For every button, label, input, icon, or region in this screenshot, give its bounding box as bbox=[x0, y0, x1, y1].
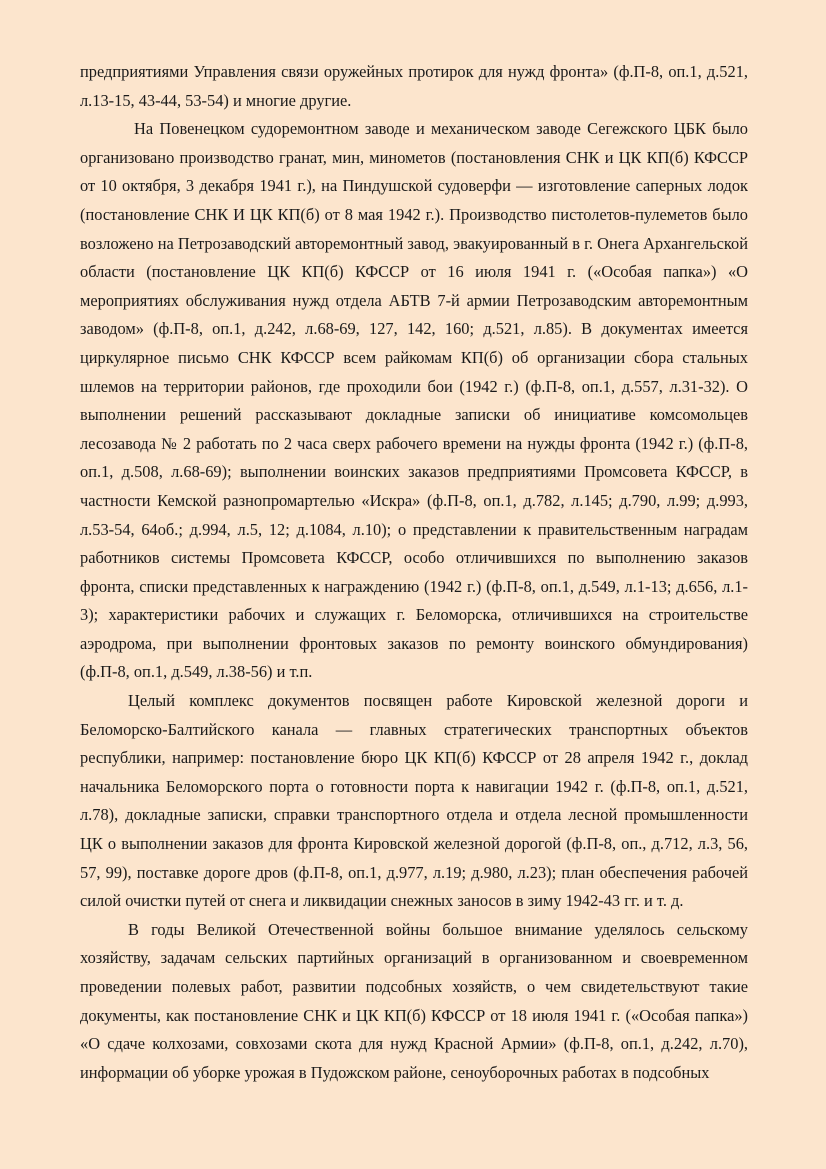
paragraph-transport: Целый комплекс документов посвящен работе Кировской железной дороги и Беломорско-Балтийского канала — главных стратегических транспортных объектов республики, например: постановление бюро ЦК КП(б) КФССР от 28 апреля 1942 г., доклад начальника Беломорского порта о готовности порта к навигации 1942 г. (ф.П-8, оп.1, д.521, л.78), докладные записки, справки транспортного отдела и отдела лесной промышленности ЦК о выполнении заказов для фронта Кировской железной дорогой (ф.П-8, оп., д.712, л.3, 56, 57, 99), поставке дороге дров (ф.П-8, оп.1, д.977, л.19; д.980, л.23); план обеспечения рабочей силой очистки путей от снега и ликвидации снежных заносов в зиму 1942-43 гг. и т. д. bbox=[80, 691, 748, 911]
paragraph-continuation: предприятиями Управления связи оружейных протирок для нужд фронта» (ф.П-8, оп.1, д.521, л.13-15, 43-44, 53-54) и многие другие. bbox=[80, 62, 748, 110]
paragraph-agriculture: В годы Великой Отечественной войны большое внимание уделялось сельскому хозяйству, задачам сельских партийных организаций в организованном и своевременном проведении полевых работ, развитии подсобных хозяйств, о чем свидетельствуют такие документы, как постановление СНК и ЦК КП(б) КФССР от 18 июля 1941 г. («Особая папка») «О сдаче колхозами, совхозами скота для нужд Красной Армии» (ф.П-8, оп.1, д.242, л.70), информации об уборке урожая в Пудожском районе, сеноуборочных работах в подсобных bbox=[80, 919, 748, 1082]
paragraph-arms-production: На Повенецком судоремонтном заводе и механическом заводе Сегежского ЦБК было организовано производство гранат, мин, минометов (постановления СНК и ЦК КП(б) КФССР от 10 октября, 3 декабря 1941 г.), на Пиндушской судоверфи — изготовление саперных лодок (постановление СНК И ЦК КП(б) от 8 мая 1942 г.). Производство пистолетов-пулеметов было возложено на Петрозаводский авторемонтный завод, эвакуированный в г. Онега Архангельской области (постановление ЦК КП(б) КФССР от 16 июля 1941 г. («Особая папка») «О мероприятиях обслуживания нужд отдела АБТВ 7-й армии Петрозаводским авторемонтным заводом» (ф.П-8, оп.1, д.242, л.68-69, 127, 142, 160; д.521, л.85). В документах имеется циркулярное письмо СНК КФССР всем райкомам КП(б) об организации сбора стальных шлемов на территории районов, где проходили бои (1942 г.) (ф.П-8, оп.1, д.557, л.31-32). О выполнении решений рассказывают докладные записки об инициативе комсомольцев лесозавода № 2 работать по 2 часа сверх рабочего времени на нужды фронта (1942 г.) (ф.П-8, оп.1, д.508, л.68-69); выполнении воинских заказов предприятиями Промсовета КФССР, в частности Кемской разнопромартелью «Искра» (ф.П-8, оп.1, д.782, л.145; д.790, л.99; д.993, л.53-54, 64об.; д.994, л.5, 12; д.1084, л.10); о представлении к правительственным наградам работников системы Промсовета КФССР, особо отличившихся по выполнению заказов фронта, списки представленных к награждению (1942 г.) (ф.П-8, оп.1, д.549, л.1-13; д.656, л.1-3); характеристики рабочих и служащих г. Беломорска, отличившихся на строительстве аэродрома, при выполнении фронтовых заказов по ремонту воинского обмундирования) (ф.П-8, оп.1, д.549, л.38-56) и т.п. bbox=[80, 119, 748, 682]
